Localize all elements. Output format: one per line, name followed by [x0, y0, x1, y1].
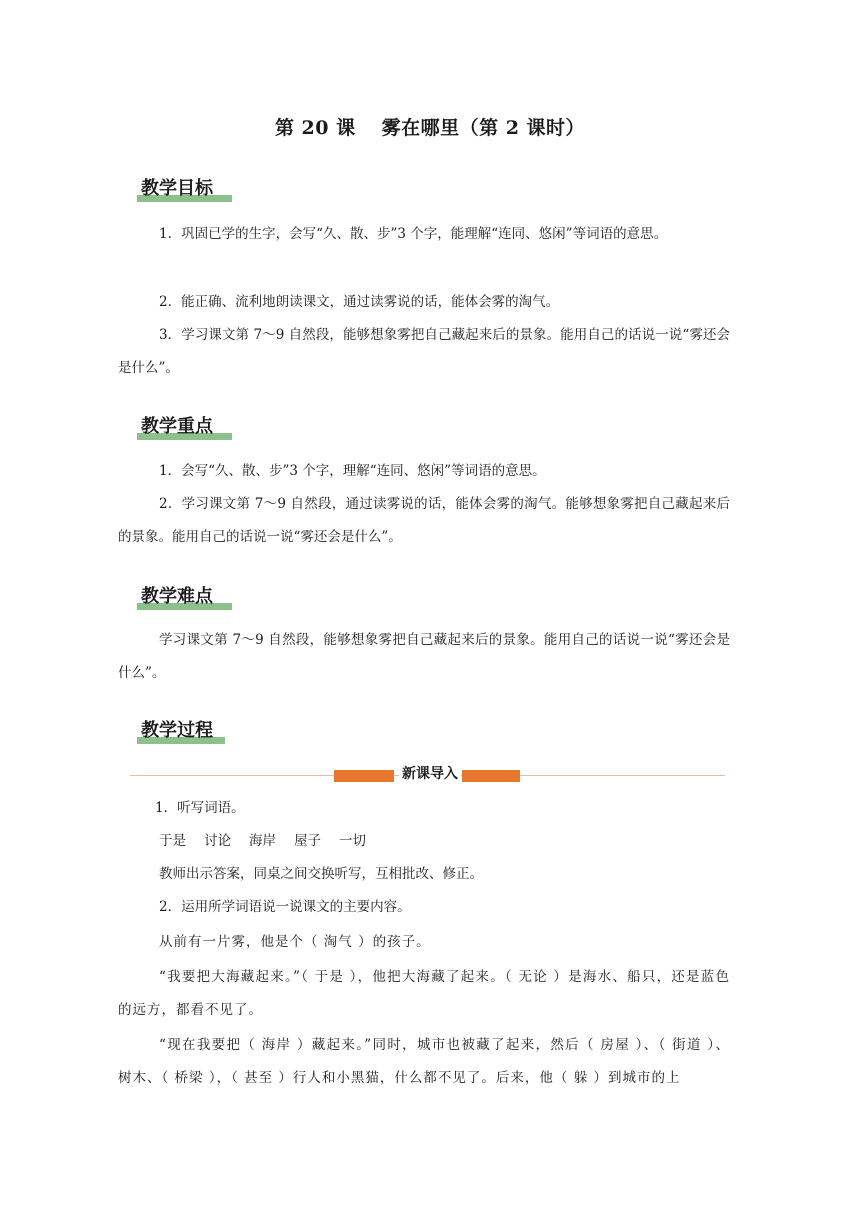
step-1-title: 1．听写词语。: [155, 800, 245, 816]
page-title: [0, 113, 860, 140]
word-item: 屋子: [294, 833, 321, 849]
word-item: 海岸: [249, 833, 276, 849]
subsection-title: [0, 763, 860, 783]
goal-item-1: 1．巩固已学的生字，会写“久、散、步”3 个字，能理解“连同、悠闲”等词语的意思。: [159, 226, 668, 242]
lesson-number: 第 20 课: [274, 117, 356, 139]
lesson-name: 雾在哪里（第 2 课时）: [381, 117, 586, 139]
word-list: [159, 825, 384, 858]
section-heading-text: 教学目标: [141, 178, 213, 199]
section-heading-text: 教学重点: [141, 416, 213, 437]
step-2-title: 2．运用所学词语说一说课文的主要内容。: [159, 899, 411, 915]
key-point-item-2: 2．学习课文第 7～9 自然段，通过读雾说的话，能体会雾的淘气。能够想象雾把自己藏起来后的景象。能用自己的话说一说“雾还会是什么”。: [118, 496, 730, 545]
subsection-title-text: 新课导入: [399, 766, 461, 782]
goal-item-2: 2．能正确、流利地朗读课文，通过读雾说的话，能体会雾的淘气。: [159, 294, 560, 310]
difficulty-item-1: 学习课文第 7～9 自然段，能够想象雾把自己藏起来后的景象。能用自己的话说一说“雾还会是什么”。: [118, 632, 730, 681]
fill-blank-text-3: “现在我要把（ 海岸 ）藏起来。”同时，城市也被藏了起来，然后（ 房屋 ）、（ 街道 ）、树木、（ 桥梁 ），（ 甚至 ）行人和小黑猫，什么都不见了。后来，他（ 躲 ）到城市的上: [118, 1037, 730, 1086]
section-heading-text: 教学过程: [141, 720, 213, 741]
fill-blank-text-1: 从前有一片雾，他是个（ 淘气 ）的孩子。: [159, 934, 431, 950]
fill-blank-text-2: “我要把大海藏起来。”（ 于是 ），他把大海藏了起来。（ 无论 ）是海水、船只，还是蓝色的远方，都看不见了。: [118, 969, 730, 1018]
goal-item-3: 3．学习课文第 7～9 自然段，能够想象雾把自己藏起来后的景象。能用自己的话说一说“雾还会是什么”。: [118, 327, 730, 376]
key-point-item-1: 1．会写“久、散、步”3 个字，理解“连同、悠闲”等词语的意思。: [159, 463, 546, 479]
word-item: 于是: [159, 833, 186, 849]
word-item: 一切: [339, 833, 366, 849]
word-item: 讨论: [204, 833, 231, 849]
step-1-note: 教师出示答案，同桌之间交换听写，互相批改、修正。: [159, 866, 483, 882]
section-heading-text: 教学难点: [141, 586, 213, 607]
